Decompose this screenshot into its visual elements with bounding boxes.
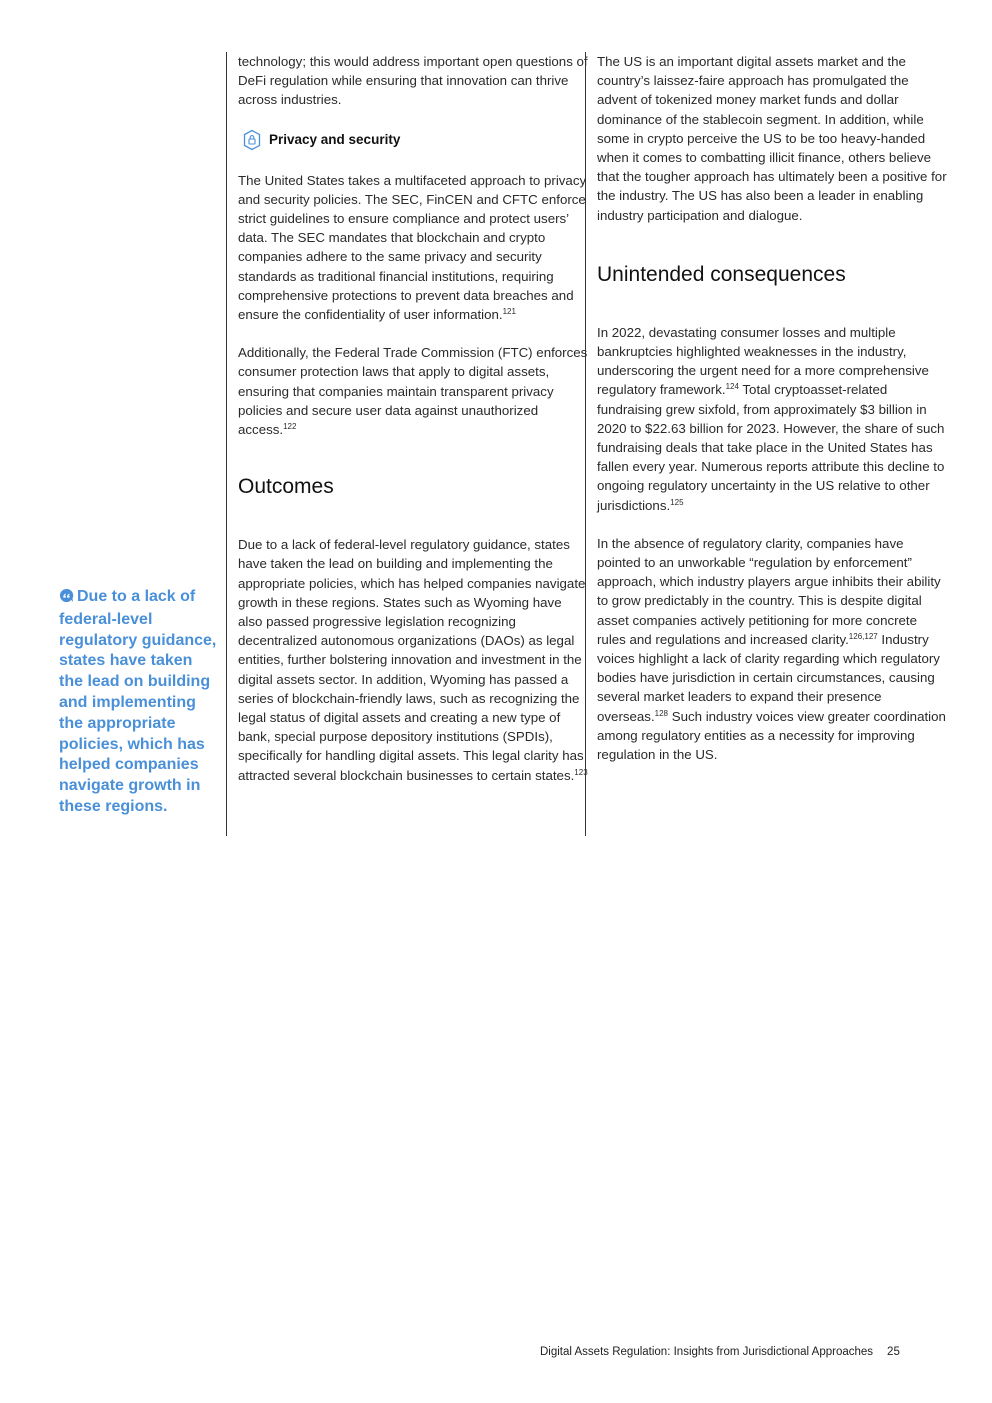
pull-quote-text: Due to a lack of federal-level regulatory guidance, states have taken the lead on building and implementing the appropriate policies, which has helped companies navigate growth in these regions. (59, 588, 217, 815)
outcomes-heading: Outcomes (238, 475, 334, 499)
footnote-ref-128: 128 (654, 708, 669, 718)
unintended-p2-text-a: In the absence of regulatory clarity, companies have pointed to an unworkable “regulation by enforcement” approach, which industry players argue inhibits their ability to grow predictably in the country. This is despite digital asset companies actively petitioning for more concrete rules and regulations and increased clarity. (597, 535, 941, 647)
footnote-ref-126-127: 126,127 (848, 631, 878, 641)
footnote-ref-121: 121 (502, 307, 516, 317)
privacy-security-subheading (238, 129, 588, 151)
footnote-ref-124: 124 (725, 382, 739, 392)
privacy-paragraph-1 (238, 171, 588, 325)
page-number: 25 (887, 1346, 900, 1358)
unintended-p2-text-c: Such industry voices view greater coordination among regulatory entities as a necessity for improving regulation in the US. (597, 708, 946, 763)
middle-column (226, 52, 588, 836)
pull-quote (59, 587, 217, 818)
middle-intro-paragraph: technology; this would address important open questions of DeFi regulation while ensuring that innovation can thrive across industries. (238, 54, 588, 108)
quote-bubble-icon (59, 588, 74, 610)
outcomes-paragraph-text: Due to a lack of federal-level regulatory guidance, states have taken the lead on building and implementing the appropriate policies, which has helped companies navigate growth in these regions. States such as Wyoming have also passed progressive legislation recognizing decentralized autonomous organizations (DAOs) as legal entities, further bolstering innovation and investment in the digital assets sector. In addition, Wyoming has passed a series of blockchain-friendly laws, such as recognizing the legal status of digital assets and creating a new type of bank, special purpose depository institutions (SPDIs), specifically for handling digital assets. This legal clarity has attracted several blockchain businesses to certain states. (238, 537, 586, 783)
unintended-p1-text-b: Total cryptoasset-related fundraising grew sixfold, from approximately $3 billion in 2020 to $22.63 billion for 2023. However, the share of such fundraising deals that take place in the United States has fallen every year. Numerous reports attribute this decline to ongoing regulatory uncertainty in the US relative to other jurisdictions. (597, 382, 945, 513)
privacy-paragraph-1-text: The United States takes a multifaceted approach to privacy and security policies. The SEC, FinCEN and CFTC enforce strict guidelines to ensure compliance and protect users’ data. The SEC mandates that blockchain and crypto companies adhere to the same privacy and security standards as traditional financial institutions, requiring comprehensive protections to prevent data breaches and ensure the confidentiality of user information. (238, 172, 587, 323)
page-footer (540, 1346, 900, 1358)
privacy-paragraph-2 (238, 343, 588, 439)
footnote-ref-123: 123 (574, 767, 588, 777)
unintended-consequences-heading: Unintended consequences (597, 262, 846, 286)
footer-subtitle: Insights from Jurisdictional Approaches (670, 1346, 874, 1358)
right-column (585, 52, 947, 836)
unintended-p2-text-b: Industry voices highlight a lack of clarity regarding which regulatory bodies have jurisdiction in certain circumstances, causing several market leaders to expand their presence overseas. (597, 631, 940, 724)
footnote-ref-125: 125 (670, 497, 684, 507)
unintended-paragraph-1 (597, 323, 947, 515)
shield-lock-icon (242, 129, 262, 151)
unintended-paragraph-2 (597, 534, 947, 764)
right-intro-paragraph: The US is an important digital assets market and the country’s laissez-faire approach has promulgated the advent of tokenized money market funds and dollar dominance of the stablecoin segment. In addition, while some in crypto perceive the US to be too heavy-handed when it comes to combatting illicit finance, others believe that the tougher approach has ultimately been a positive for the industry. The US has also been a leader in enabling industry participation and dialogue. (597, 54, 947, 223)
privacy-paragraph-2-text: Additionally, the Federal Trade Commission (FTC) enforces consumer protection laws that apply to digital assets, ensuring that companies maintain transparent privacy policies and secure user data against unauthorized access. (238, 345, 588, 438)
privacy-heading: Privacy and security (269, 132, 401, 148)
footer-title: Digital Assets Regulation: (540, 1346, 671, 1358)
unintended-p1-text-a: In 2022, devastating consumer losses and multiple bankruptcies highlighted weaknesses in the industry, underscoring the urgent need for a more comprehensive regulatory framework. (597, 324, 929, 398)
outcomes-paragraph (238, 535, 588, 785)
footnote-ref-122: 122 (283, 422, 297, 432)
